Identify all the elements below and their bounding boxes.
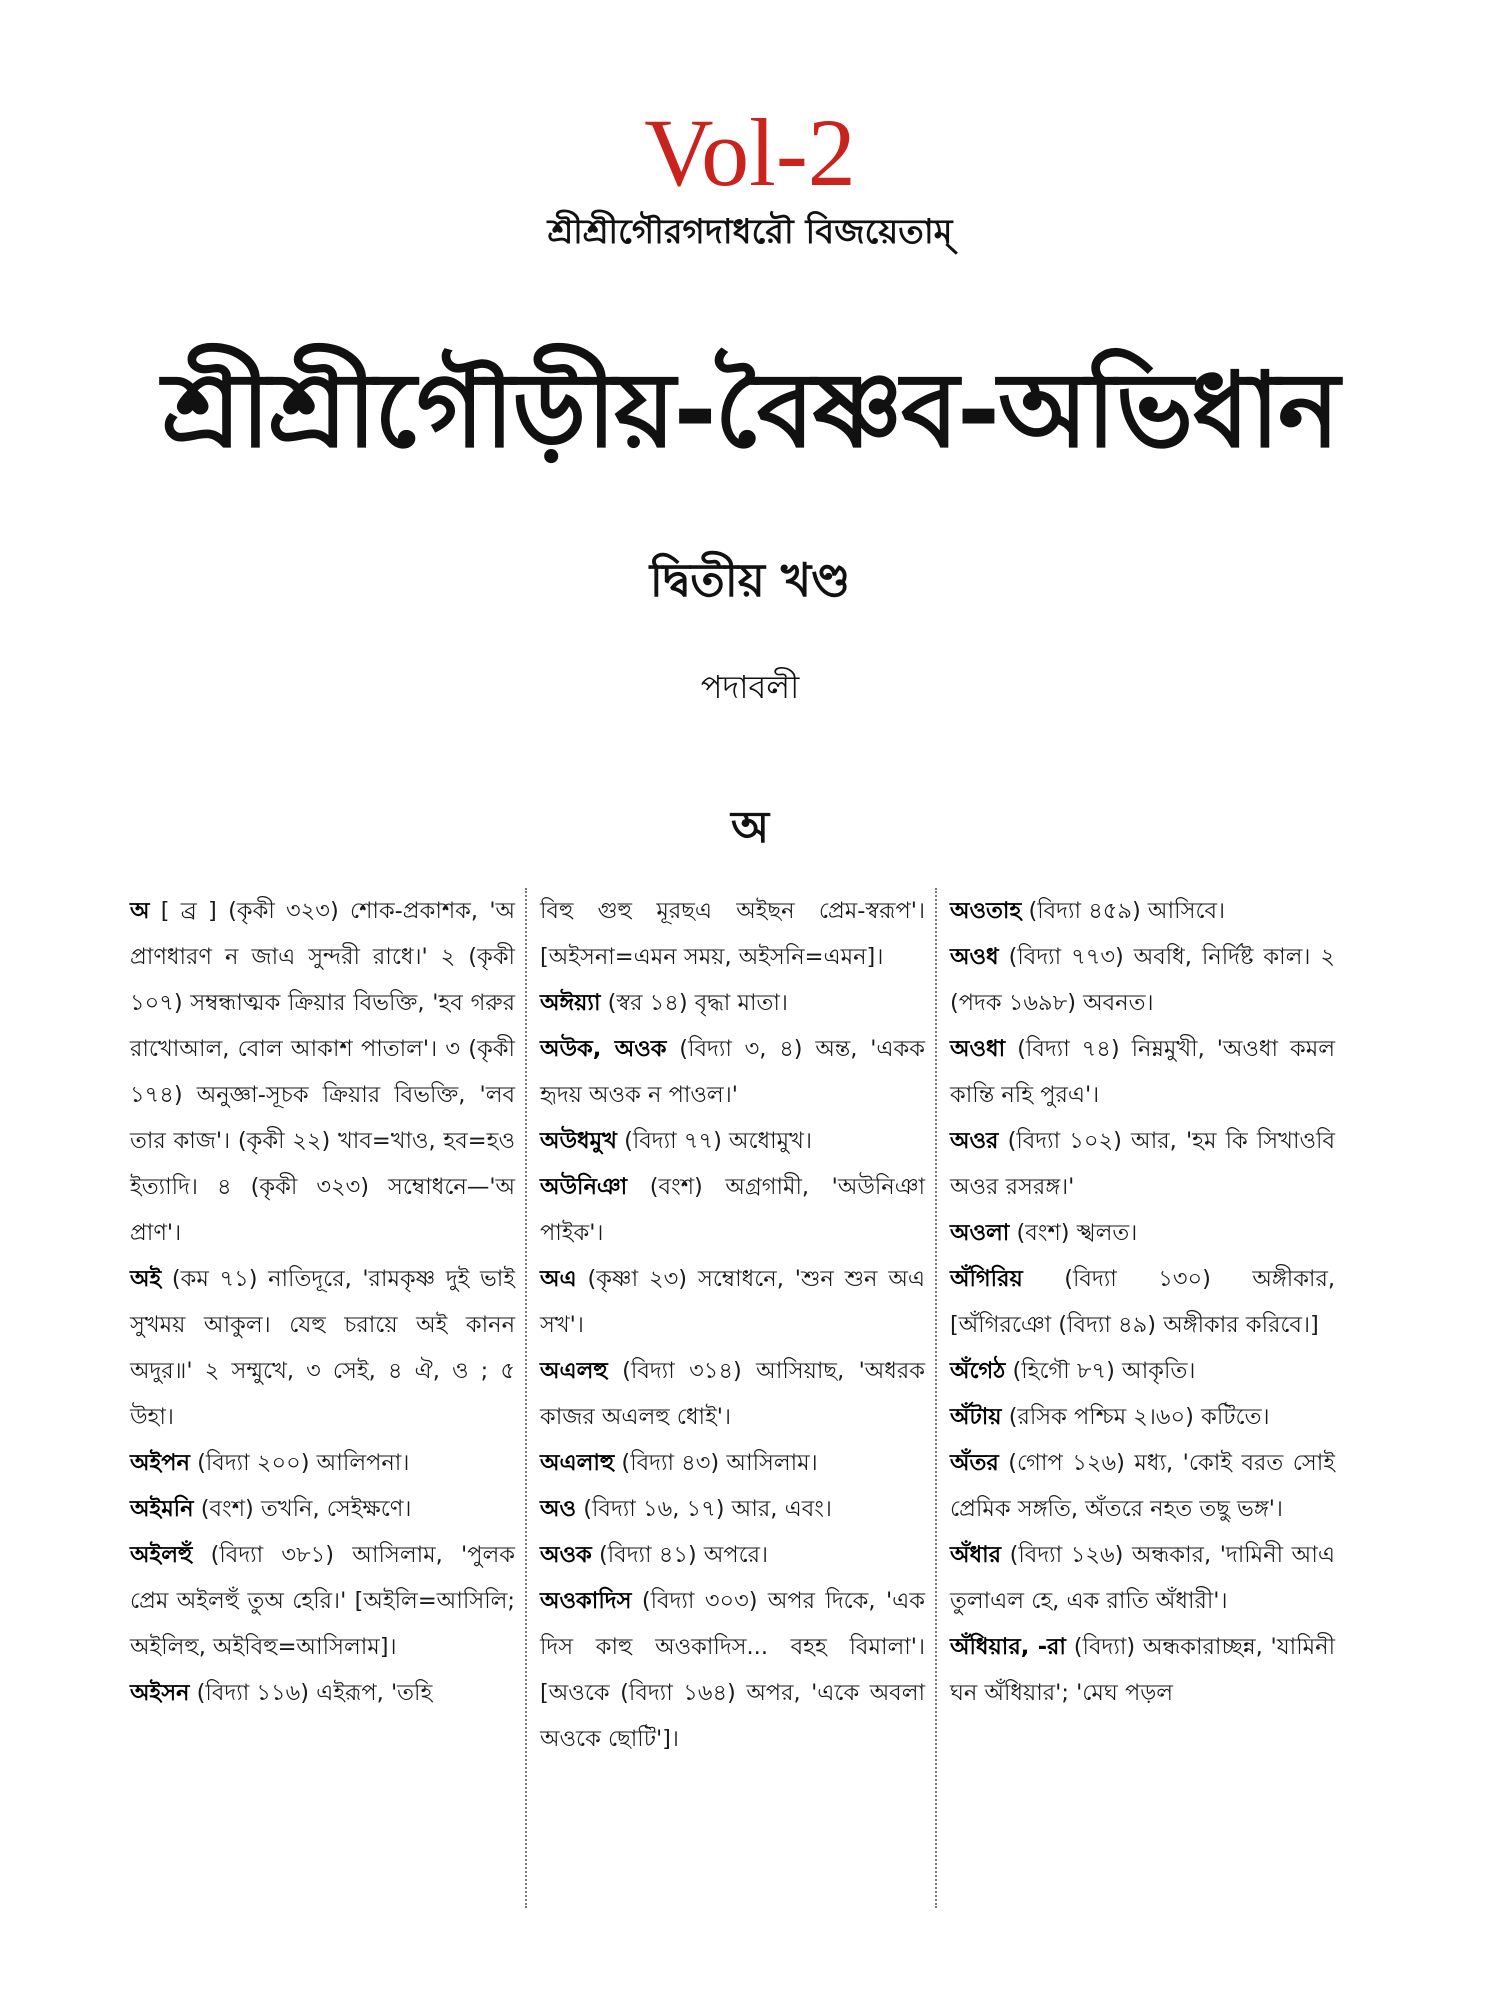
dictionary-entry (130, 1532, 515, 1670)
entry-headword: অই (130, 1266, 162, 1292)
entry-definition: (বিদ্যা) অন্ধকারাচ্ছন্ন, 'যামিনী ঘন অঁধিয়ার'; 'মেঘ পড়ল (950, 1634, 1336, 1706)
dictionary-entry (950, 1118, 1335, 1210)
entry-headword: অঁতর (950, 1450, 999, 1476)
entry-definition: (বিদ্যা ১০২) আর, 'হম কি সিখাওবি অওর রসরঙ্গ।' (950, 1128, 1335, 1200)
entry-headword: অএলাহু (540, 1450, 615, 1476)
dictionary-column-3 (940, 888, 1345, 1908)
entry-definition: (বংশ) স্খলত। (1016, 1220, 1138, 1246)
entry-definition: (বিদ্যা ১৬, ১৭) আর, এবং। (583, 1496, 832, 1522)
dictionary-entry (950, 1532, 1335, 1624)
entry-definition: (রসিক পশ্চিম ২।৬০) কটিতে। (1008, 1404, 1270, 1430)
dictionary-entry (950, 1440, 1335, 1532)
dictionary-entry (950, 1026, 1335, 1118)
section-heading: পদাবলী (700, 668, 800, 706)
dictionary-entry (950, 1394, 1335, 1440)
entry-headword: অউক, অওক (540, 1036, 667, 1062)
dictionary-entry (540, 1532, 925, 1578)
entry-definition: (কম ৭১) নাতিদূরে, 'রামকৃষ্ণ দুই ভাই সুখময় আকুল। যেহু চরায়ে অই কানন অদুর॥' ২ সম্মুখে, ৩ সেই, ৪ ঐ, ও ; ৫ উহা। (130, 1266, 515, 1430)
entry-definition: (বিদ্যা ৩, ৪) অন্ত, 'একক হৃদয় অওক ন পাওল।' (540, 1036, 925, 1108)
entry-definition: (গোপ ১২৬) মধ্য, 'কোই বরত সোই প্রেমিক সঙ্গতি, অঁতরে নহত তছু ভঙ্গ'। (950, 1450, 1335, 1522)
entry-headword: অঁগিরিয় (950, 1266, 1023, 1292)
dictionary-column-1 (120, 888, 525, 1908)
dictionary-entry (950, 1210, 1335, 1256)
dictionary-entry (950, 1256, 1335, 1348)
entry-definition: (বিদ্যা ৩০৩) অপর দিকে, 'এক দিস কাহু অওকাদিস... বহহ বিমালা'। [অওকে (বিদ্যা ১৬৪) অপর, 'একে অবলা অওকে ছোটি']। (540, 1588, 925, 1752)
entry-headword: অঈয়্যা (540, 990, 601, 1016)
dictionary-entry (540, 888, 925, 980)
part-heading: দ্বিতীয় খণ্ড (649, 553, 851, 607)
entry-definition: (বিদ্যা ৭৭৩) অবধি, নির্দিষ্ট কাল। ২ (পদক ১৬৯৮) অবনত। (950, 944, 1335, 1016)
entry-definition: (স্বর ১৪) বৃদ্ধা মাতা। (607, 990, 788, 1016)
entry-definition: (বিদ্যা ৭৭) অধোমুখ। (624, 1128, 812, 1154)
entry-definition: (বিদ্যা ৪৫৯) আসিবে। (1028, 898, 1226, 924)
entry-definition: (বংশ) তখনি, সেইক্ষণে। (200, 1496, 412, 1522)
entry-headword: অঁধিয়ার, -রা (950, 1634, 1066, 1660)
dictionary-entry (540, 980, 925, 1026)
dictionary-column-2 (530, 888, 935, 1908)
dictionary-entry (130, 1486, 515, 1532)
entry-headword: অইসন (130, 1680, 190, 1706)
entry-headword: অইমনি (130, 1496, 194, 1522)
entry-headword: অ (130, 898, 150, 924)
entry-definition: (বিদ্যা ১১৬) এইরূপ, 'তহি (196, 1680, 433, 1706)
entry-headword: অওক (540, 1542, 592, 1568)
entry-headword: অওকাদিস (540, 1588, 632, 1614)
dictionary-entry (540, 1348, 925, 1440)
entry-definition: (বিদ্যা ১২৬) অন্ধকার, 'দামিনী আএ তুলাএল হে, এক রাতি অঁধারী'। (950, 1542, 1335, 1614)
entry-headword: অইপন (130, 1450, 190, 1476)
entry-definition: (হিগৌ ৮৭) আকৃতি। (1012, 1358, 1196, 1384)
entry-definition: (বিদ্যা ৩৮১) আসিলাম, 'পুলক প্রেম অইলহুঁ তুঅ হেরি।' [অইলি=আসিলি; অইলিহু, অইবিহু=আসিলাম]। (130, 1542, 515, 1660)
entry-headword: অউধমুখ (540, 1128, 617, 1154)
book-title: শ্রীশ্রীগৌড়ীয়-বৈষ্ণব-অভিধান (162, 349, 1338, 471)
entry-definition: (বিদ্যা ৭৪) নিম্নমুখী, 'অওধা কমল কান্তি নহি পুরএ'। (950, 1036, 1335, 1108)
entry-definition: (বংশ) অগ্রগামী, 'অউনিঞা পাইক'। (540, 1174, 926, 1246)
entry-definition: (বিদ্যা ১৩০) অঙ্গীকার, [অঁগিরঞো (বিদ্যা ৪৯) অঙ্গীকার করিবে।] (950, 1266, 1335, 1338)
dictionary-entry (540, 1578, 925, 1762)
entry-headword: অঁটায় (950, 1404, 1002, 1430)
entry-headword: অওধা (950, 1036, 1006, 1062)
entry-definition: (বিদ্যা ৩১৪) আসিয়াছ, 'অধরক কাজর অএলহু ধোই'। (540, 1358, 925, 1430)
entry-definition: (বিদ্যা ৪১) অপরে। (598, 1542, 769, 1568)
entry-headword: অএ (540, 1266, 577, 1292)
entry-headword: অঁধার (950, 1542, 1001, 1568)
entry-headword: অইলহুঁ (130, 1542, 193, 1568)
entry-headword: অএলহু (540, 1358, 608, 1384)
entry-definition: (বিদ্যা ২০০) আলিপনা। (197, 1450, 410, 1476)
volume-label: Vol-2 (644, 99, 856, 206)
dictionary-entry (130, 1256, 515, 1440)
dictionary-entry (130, 888, 515, 1256)
section-letter: অ (730, 802, 770, 853)
entry-definition: বিহু গুহু মূরছএ অইছন প্রেম-স্বরূপ'। [অইসনা=এমন সময়, অইসনি=এমন]। (540, 898, 925, 970)
dictionary-entry (540, 1256, 925, 1348)
dictionary-entry (540, 1486, 925, 1532)
dictionary-entry (540, 1026, 925, 1118)
dictionary-entry (950, 1348, 1335, 1394)
dictionary-columns (120, 888, 1390, 1908)
entry-definition: [ ব্র ] (কৃকী ৩২৩) শোক-প্রকাশক, 'অ প্রাণধারণ ন জাএ সুন্দরী রাধে।' ২ (কৃকী ১০৭) সম্বন্ধাত্মক ক্রিয়ার বিভক্তি, 'হব গরুর রাখোআল, বোল আকাশ পাতাল'। ৩ (কৃকী ১৭৪) অনুজ্ঞা-সূচক ক্রিয়ার বিভক্তি, 'লব তার কাজ'। (কৃকী ২২) খাব=খাও, হব=হও ইত্যাদি। ৪ (কৃকী ৩২৩) সম্বোধনে—'অ প্রাণ'। (130, 898, 515, 1246)
dictionary-entry (540, 1440, 925, 1486)
entry-headword: অওধ (950, 944, 999, 970)
entry-headword: অওর (950, 1128, 999, 1154)
dictionary-entry (130, 1440, 515, 1486)
dictionary-entry (540, 1164, 925, 1256)
entry-headword: অও (540, 1496, 577, 1522)
entry-definition: (কৃষ্ণা ২৩) সম্বোধনে, 'শুন শুন অএ সখ'। (540, 1266, 925, 1338)
dictionary-entry (950, 888, 1335, 934)
entry-headword: অওতাহ (950, 898, 1022, 924)
entry-headword: অউনিঞা (540, 1174, 628, 1200)
dictionary-entry (540, 1118, 925, 1164)
dictionary-entry (950, 1624, 1335, 1716)
entry-headword: অঁগেঠ (950, 1358, 1006, 1384)
dictionary-entry (950, 934, 1335, 1026)
invocation-line: শ্রীশ্রীগৌরগদাধরৌ বিজয়েতাম্ (547, 212, 953, 252)
dictionary-entry (130, 1670, 515, 1716)
entry-definition: (বিদ্যা ৪৩) আসিলাম। (621, 1450, 818, 1476)
entry-headword: অওলা (950, 1220, 1010, 1246)
